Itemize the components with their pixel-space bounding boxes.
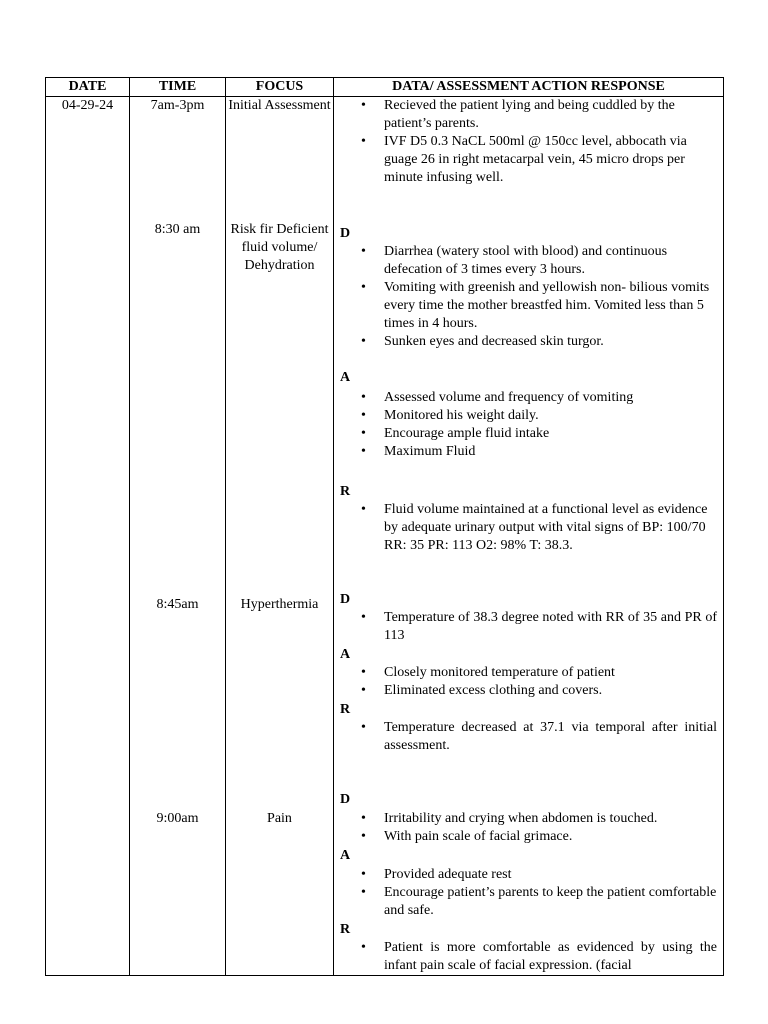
time-entry: 7am-3pm <box>150 98 205 113</box>
dar-label-a: A <box>340 647 351 662</box>
nursing-notes-table <box>45 77 724 976</box>
list-item: • Temperature of 38.3 degree noted with RR of 35 and PR of 113 <box>334 609 717 645</box>
time-entry: 8:45am <box>156 597 199 612</box>
fluid-action-list <box>334 389 717 461</box>
data-cell <box>334 97 724 976</box>
time-entry: 9:00am <box>156 811 199 826</box>
focus-entry: Initial Assessment <box>228 98 331 113</box>
focus-cell <box>226 97 334 976</box>
dar-label-a: A <box>340 370 351 385</box>
dar-label-r: R <box>340 702 351 717</box>
list-item: • Closely monitored temperature of patient <box>334 664 717 682</box>
dar-label-r: R <box>340 922 351 937</box>
hyperthermia-action-list <box>334 664 717 700</box>
list-item: • Maximum Fluid <box>334 443 717 461</box>
initial-assessment-list <box>334 97 717 187</box>
pain-action-list <box>334 866 717 920</box>
list-item: • Diarrhea (watery stool with blood) and continuous defecation of 3 times every 3 hours. <box>334 243 717 279</box>
time-entry: 8:30 am <box>154 222 201 237</box>
dar-label-d: D <box>340 592 351 607</box>
dar-label-a: A <box>340 848 351 863</box>
list-item: • With pain scale of facial grimace. <box>334 828 717 846</box>
dar-label-d: D <box>340 792 351 807</box>
list-item: • Temperature decreased at 37.1 via temporal after initial assessment. <box>334 719 717 755</box>
table-row <box>46 97 724 976</box>
list-item: • Fluid volume maintained at a functional level as evidence by adequate urinary output with vital signs of BP: 100/70 RR: 35 PR: 113 O2: 98% T: 38.3. <box>334 501 717 555</box>
focus-entry: Hyperthermia <box>240 597 319 612</box>
dar-label-r: R <box>340 484 351 499</box>
pain-data-list <box>334 810 717 846</box>
list-item: • Irritability and crying when abdomen is touched. <box>334 810 717 828</box>
list-item: • Sunken eyes and decreased skin turgor. <box>334 333 717 351</box>
list-item: • Eliminated excess clothing and covers. <box>334 682 717 700</box>
table-header-row <box>46 78 724 97</box>
focus-entry: Risk fir Deficient fluid volume/ Dehydration <box>230 222 329 273</box>
list-item: • Encourage ample fluid intake <box>334 425 717 443</box>
list-item: • Recieved the patient lying and being cuddled by the patient’s parents. <box>334 97 717 133</box>
time-cell <box>130 97 226 976</box>
list-item: • IVF D5 0.3 NaCL 500ml @ 150cc level, abbocath via guage 26 in right metacarpal vein, 45 micro drops per minute infusing well. <box>334 133 717 187</box>
dar-label-d: D <box>340 226 351 241</box>
hyperthermia-data-list <box>334 609 717 645</box>
list-item: • Provided adequate rest <box>334 866 717 884</box>
header-date: DATE <box>46 78 130 97</box>
list-item: • Vomiting with greenish and yellowish non- bilious vomits every time the mother breastfed him. Vomited less than 5 times in 4 hours. <box>334 279 717 333</box>
header-focus: FOCUS <box>226 78 334 97</box>
fluid-data-list <box>334 243 717 351</box>
focus-entry: Pain <box>267 811 292 826</box>
list-item: • Monitored his weight daily. <box>334 407 717 425</box>
fluid-response-list <box>334 501 717 555</box>
header-time: TIME <box>130 78 226 97</box>
list-item: • Patient is more comfortable as evidenced by using the infant pain scale of facial expression. (facial <box>334 939 717 975</box>
list-item: • Assessed volume and frequency of vomiting <box>334 389 717 407</box>
header-data: DATA/ ASSESSMENT ACTION RESPONSE <box>334 78 724 97</box>
pain-response-list <box>334 939 717 975</box>
date-cell: 04-29-24 <box>46 97 130 976</box>
hyperthermia-response-list <box>334 719 717 755</box>
list-item: • Encourage patient’s parents to keep the patient comfortable and safe. <box>334 884 717 920</box>
